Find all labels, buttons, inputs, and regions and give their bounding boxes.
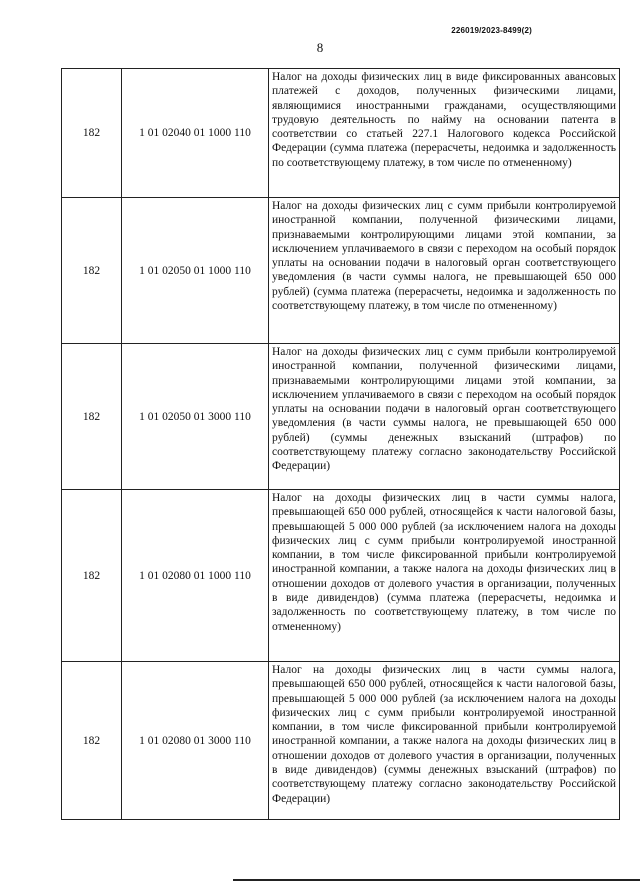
description-cell: Налог на доходы физических лиц в части суммы налога, превышающей 650 000 рублей, относящейся к части налоговой базы, превышающей 5 000 000 рублей (за исключением налога на доходы физических лиц с сумм прибыли контролируемой иностранной компании, в том числе фиксированной прибыли контролируемой иностранной компании, а также налога на доходы физических лиц в отношении доходов от долевого участия в организации, полученных в виде дивидендов) (суммы денежных взысканий (штрафов) по соответствующему платежу согласно законодательству Российской Федерации) [269,662,620,820]
description-cell: Налог на доходы физических лиц в части суммы налога, превышающей 650 000 рублей, относящейся к части налоговой базы, превышающей 5 000 000 рублей (за исключением налога на доходы физических лиц с сумм прибыли контролируемой иностранной компании, в том числе фиксированной прибыли контролируемой иностранной компании, а также налога на доходы физических лиц в отношении доходов от долевого участия в организации, полученных в виде дивидендов) (сумма платежа (перерасчеты, недоимка и задолженность по соответствующему платежу, в том числе по отмененному) [269,490,620,662]
kbk-code-cell: 1 01 02050 01 3000 110 [122,344,269,490]
kbk-code-cell: 1 01 02040 01 1000 110 [122,69,269,198]
admin-code-cell: 182 [62,490,122,662]
page-number: 8 [316,40,324,55]
admin-code-cell: 182 [62,69,122,198]
table-row [62,69,620,198]
kbk-code-cell: 1 01 02080 01 1000 110 [122,490,269,662]
kbk-code-cell: 1 01 02080 01 3000 110 [122,662,269,820]
bottom-rule [233,879,640,881]
description-cell: Налог на доходы физических лиц с сумм прибыли контролируемой иностранной компании, полученной физическими лицами, признаваемыми контролирующими лицами этой компании, за исключением уплачиваемого в связи с переходом на особый порядок уплаты на основании подачи в налоговый орган соответствующего уведомления (в части суммы налога, не превышающей 650 000 рублей) (суммы денежных взысканий (штрафов) по соответствующему платежу согласно законодательству Российской Федерации) [269,344,620,490]
table-row [62,198,620,344]
admin-code-cell: 182 [62,198,122,344]
description-cell: Налог на доходы физических лиц с сумм прибыли контролируемой иностранной компании, полученной физическими лицами, признаваемыми контролирующими лицами этой компании, за исключением уплачиваемого в связи с переходом на особый порядок уплаты на основании подачи в налоговый орган соответствующего уведомления (в части суммы налога, не превышающей 650 000 рублей) (сумма платежа (перерасчеты, недоимка и задолженность по соответствующему платежу, в том числе по отмененному) [269,198,620,344]
table-row [62,662,620,820]
table-row [62,490,620,662]
description-cell: Налог на доходы физических лиц в виде фиксированных авансовых платежей с доходов, полученных физическими лицами, являющимися иностранными гражданами, осуществляющими трудовую деятельность по найму на основании патента в соответствии со статьей 227.1 Налогового кодекса Российской Федерации (сумма платежа (перерасчеты, недоимка и задолженность по соответствующему платежу, в том числе по отмененному) [269,69,620,198]
kbk-code-cell: 1 01 02050 01 1000 110 [122,198,269,344]
table-row [62,344,620,490]
admin-code-cell: 182 [62,344,122,490]
admin-code-cell: 182 [62,662,122,820]
budget-classification-table [61,68,620,820]
document-id: 226019/2023-8499(2) [451,26,532,35]
